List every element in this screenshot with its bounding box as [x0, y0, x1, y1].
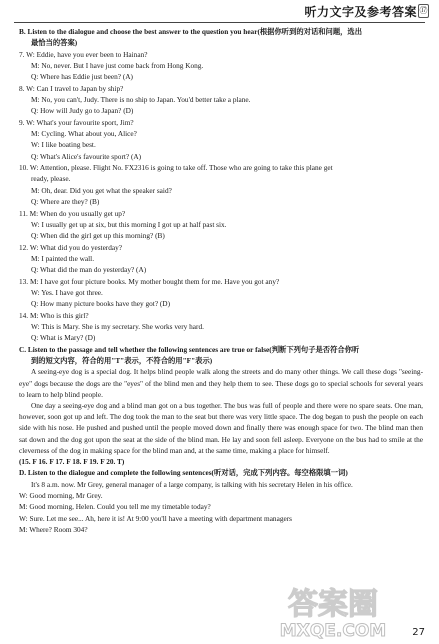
- dialogue-line: Q: When did the girl get up this morning? (B): [31, 231, 165, 241]
- section-b-heading-cont: 最恰当的答案): [31, 38, 78, 48]
- header-title: 听力文字及参考答案: [304, 5, 417, 19]
- dialogue-line: M: No, you can't, Judy. There is no ship to Japan. You'd better take a plane.: [31, 95, 251, 105]
- section-b-heading: B. Listen to the dialogue and choose the best answer to the question you hear(根据你听到的对话和问题，选出: [19, 27, 363, 36]
- dialogue-line: Q: What is Mary? (D): [31, 333, 96, 343]
- dialogue-line: Q: Where are they? (B): [31, 197, 100, 207]
- dialogue-line: M: Where? Room 304?: [19, 524, 88, 534]
- dialogue-line: M: Oh, dear. Did you get what the speaker said?: [31, 185, 172, 195]
- dialogue-line: Q: What's Alice's favourite sport? (A): [31, 151, 142, 161]
- page-content: [19, 26, 423, 535]
- question-line: 8. W: Can I travel to Japan by ship?: [19, 83, 124, 93]
- dialogue-line: Q: What did the man do yesterday? (A): [31, 265, 147, 275]
- section-c-heading-cont: 到的短文内容，符合的用"T"表示，不符合的用"F"表示): [31, 355, 213, 365]
- page-number: 27: [412, 627, 425, 638]
- dialogue-line: M: I painted the wall.: [31, 253, 95, 263]
- section-b-items: [19, 49, 423, 344]
- page-header: [0, 0, 439, 24]
- section-c-answers: (15. F 16. F 17. F 18. F 19. F 20. T): [19, 456, 125, 466]
- section-d-paragraph: It's 8 a.m. now. Mr Grey, general manager of a large company, is talking with his secretary Helen in his office.: [31, 479, 353, 489]
- section-c-heading: C. Listen to the passage and tell whether the following sentences are true or false(判断下列句子是否符合你听: [19, 344, 360, 354]
- question-line: 14. M: Who is this girl?: [19, 310, 89, 320]
- watermark-text: MXQE.COM: [279, 621, 387, 640]
- section-c-paragraph-2: One day a seeing-eye dog and a blind man got on a bus together. The bus was full of people and there were no spare seats. One man, however, soon got up and left. The dog took the man to the seat but there was very little space. The dog began to push the people on each side with his nose. He pushed and pushed until the people moved down and finally there was enough space for two. The blind man then sat down and the dog got upon the seat at the side of the blind man. He lay and soon fell asleep. Everyone on the bus had to smile at the cleverness of the dog in making space for the blind man and, at the same time, making a place for himself.: [19, 400, 423, 455]
- watermark-logo: [238, 586, 428, 640]
- dialogue-line: W: I like boating best.: [31, 140, 96, 150]
- section-c-paragraph-1: A seeing-eye dog is a special dog. It helps blind people walk along the streets and do many other things. We call these dogs "seeing-eye" dogs because the dogs are the "eyes" of the blind men and they help them to see. These dogs go to special schools for several years to learn to help blind people.: [19, 367, 423, 399]
- question-line: 13. M: I have got four picture books. My mother bought them for me. Have you got any?: [19, 276, 280, 286]
- dialogue-line: ready, please.: [31, 174, 71, 184]
- dialogue-line: Q: Where has Eddie just been? (A): [31, 72, 133, 82]
- dialogue-line: W: Sure. Let me see... Ah, here it is! At 9:00 you'll have a meeting with department managers: [19, 513, 292, 523]
- dialogue-line: M: Cycling. What about you, Alice?: [31, 129, 137, 139]
- header-rule: [14, 22, 425, 23]
- question-line: 10. W: Attention, please. Flight No. FX2316 is going to take off. Those who are going to take this plane get: [19, 163, 333, 173]
- dialogue-line: W: Good morning, Mr Grey.: [19, 490, 103, 500]
- header-mark-icon: ⑰: [418, 4, 429, 18]
- question-line: 9. W: What's your favourite sport, Jim?: [19, 117, 134, 127]
- dialogue-line: M: Good morning, Helen. Could you tell me my timetable today?: [19, 502, 211, 512]
- dialogue-line: W: I usually get up at six, but this morning I got up at half past six.: [31, 219, 227, 229]
- question-line: 7. W: Eddie, have you ever been to Hainan?: [19, 49, 148, 59]
- dialogue-line: Q: How many picture books have they got? (D): [31, 299, 171, 309]
- question-line: 12. W: What did you do yesterday?: [19, 242, 123, 252]
- section-d-heading: D. Listen to the dialogue and complete the following sentences(听对话，完成下列内容。每空格限填一词): [19, 468, 348, 478]
- dialogue-line: Q: How will Judy go to Japan? (D): [31, 106, 134, 116]
- dialogue-line: W: This is Mary. She is my secretary. She works very hard.: [31, 321, 204, 331]
- dialogue-line: M: No, never. But I have just come back from Hong Kong.: [31, 61, 204, 71]
- section-d-lines: [19, 490, 423, 535]
- svg-text:答案圈: 答案圈: [288, 587, 378, 622]
- question-line: 11. M: When do you usually get up?: [19, 208, 126, 218]
- dialogue-line: W: Yes. I have got three.: [31, 287, 103, 297]
